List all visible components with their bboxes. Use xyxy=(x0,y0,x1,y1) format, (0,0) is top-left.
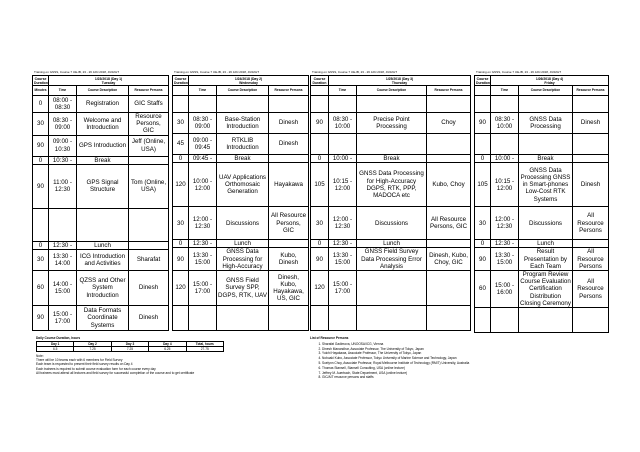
session-time: 10:30 - xyxy=(49,156,77,164)
session-row xyxy=(173,155,309,163)
col-time-header: Time xyxy=(329,86,357,96)
session-time: 09:00 - 10:30 xyxy=(49,135,77,156)
resource-person: 7. Jeffrey M. Auerbach, State Department, USA (online lecture) xyxy=(322,371,590,376)
session-minutes xyxy=(173,96,189,113)
session-row xyxy=(311,240,471,248)
session-minutes: 0 xyxy=(173,155,189,163)
session-row xyxy=(173,271,309,306)
session-minutes xyxy=(475,96,491,113)
session-resource: Dinesh xyxy=(573,163,609,207)
summary-title: Daily Course Duration, hours xyxy=(36,336,81,340)
session-description: Result Presentation by Each Team xyxy=(519,248,573,271)
session-time: 11:00 - 12:30 xyxy=(49,164,77,208)
session-description xyxy=(77,208,129,241)
session-resource: All Resource Persons xyxy=(573,207,609,240)
session-resource xyxy=(269,240,309,248)
session-time xyxy=(329,306,357,331)
session-description: Program Review Course Evaluation Certification Distribution Closing Ceremony xyxy=(520,271,571,307)
session-row xyxy=(311,306,471,331)
session-description: GPS Introduction xyxy=(77,135,129,156)
session-row xyxy=(33,306,169,331)
session-resource: Kubo, Dinesh xyxy=(269,248,309,271)
session-description xyxy=(357,271,427,306)
session-resource: Dinesh xyxy=(573,113,609,134)
session-minutes: 30 xyxy=(311,207,329,240)
notes xyxy=(36,354,296,375)
summary-value: 7.25 xyxy=(111,347,148,352)
session-row xyxy=(475,207,609,240)
session-row xyxy=(33,241,169,249)
note-line: Each team is requested to present their field survey results on Day 4 xyxy=(36,362,133,367)
col-resource-header: Resource Persons xyxy=(427,86,471,96)
resource-person: 5. Suelynn Choy, Associate Professor, Royal Melbourne Institute of Technology (RMIT) University, Australia xyxy=(322,361,590,366)
session-resource xyxy=(573,308,609,333)
session-row xyxy=(311,271,471,306)
summary-value: 6.5 xyxy=(37,347,74,352)
session-minutes: 0 xyxy=(311,240,329,248)
session-resource: Hayakawa xyxy=(269,163,309,207)
session-time xyxy=(329,134,357,155)
session-minutes: 105 xyxy=(311,163,329,207)
notes-title: Note: xyxy=(36,354,44,358)
session-minutes: 0 xyxy=(33,96,49,113)
session-description: Lunch xyxy=(217,240,269,248)
day-schedule xyxy=(474,70,608,333)
session-minutes: 30 xyxy=(475,207,491,240)
session-row xyxy=(33,96,169,113)
note-line: There will be 10 teams each with 6 members for Field Survey xyxy=(36,358,123,363)
session-resource: All Resource Persons, GIC xyxy=(427,207,471,240)
session-row xyxy=(475,134,609,155)
session-minutes: 0 xyxy=(475,155,491,163)
session-resource xyxy=(427,134,471,155)
session-time: 12:30 - xyxy=(189,240,217,248)
session-time: 15:00 - 17:00 xyxy=(189,271,217,306)
daily-duration-summary xyxy=(36,336,224,352)
session-resource: Sharafat xyxy=(129,250,169,271)
session-time: 12:30 - xyxy=(329,240,357,248)
session-row xyxy=(475,155,609,163)
session-row xyxy=(311,155,471,163)
session-description: RTKLIB Introduction xyxy=(217,134,269,155)
summary-header: Day 3 xyxy=(111,342,148,347)
session-minutes xyxy=(173,306,189,331)
session-resource xyxy=(573,155,609,163)
col-description-header: Course Description xyxy=(217,86,269,96)
course-duration-header: Course Duration xyxy=(34,76,48,85)
session-description: GPS Signal Structure xyxy=(77,164,129,208)
day-date: 1/25/2018 (Day 3) xyxy=(385,76,414,81)
session-time xyxy=(491,96,519,113)
session-resource: Kubo, Choy xyxy=(427,163,471,207)
session-resource: Dinesh, Kubo, Choy, GIC xyxy=(427,248,471,271)
session-description xyxy=(519,134,573,155)
session-time: 09:00 - 09:45 xyxy=(189,134,217,155)
day-caption: Training on GNSS, Course 7 UE-IB, 23 - 26 JAN 2018, JGS/IHT xyxy=(312,70,398,74)
session-time: 15:00 - 17:00 xyxy=(329,271,357,306)
session-row xyxy=(33,135,169,156)
resource-person: 8. GIC/AIT resource persons and staffs xyxy=(322,375,590,380)
session-minutes xyxy=(475,308,491,333)
course-duration-header: Course Duration xyxy=(174,76,188,85)
summary-header: Day 4 xyxy=(149,342,186,347)
summary-header: Total, hours xyxy=(186,342,223,347)
resource-person: 1. Sharafat Gadimova, UNOOSA/ICG, Vienna xyxy=(322,342,590,347)
session-description xyxy=(357,134,427,155)
session-time xyxy=(49,208,77,241)
session-resource xyxy=(129,156,169,164)
session-time: 10:00 - 12:00 xyxy=(189,163,217,207)
session-description: GNSS Field Survey SPP, DGPS, RTK, UAV xyxy=(217,271,269,306)
session-row xyxy=(173,240,309,248)
session-row xyxy=(33,271,169,306)
session-row xyxy=(173,163,309,207)
session-row xyxy=(173,207,309,240)
session-time: 10:00 - xyxy=(329,155,357,163)
session-row xyxy=(173,113,309,134)
session-time: 08:30 - 10:00 xyxy=(491,113,519,134)
session-description: Break xyxy=(357,155,427,163)
session-resource: GIC Staffs xyxy=(129,96,169,113)
session-row xyxy=(173,96,309,113)
session-time: 13:30 - 14:00 xyxy=(49,250,77,271)
resource-persons-list xyxy=(310,336,590,380)
session-resource: All Resource Persons xyxy=(573,271,609,308)
session-minutes: 90 xyxy=(33,135,49,156)
session-minutes: 120 xyxy=(173,163,189,207)
session-time: 10:15 - 12:00 xyxy=(491,163,519,207)
session-resource xyxy=(427,271,471,306)
day-name: Thursday xyxy=(391,80,408,85)
session-description: UAV Applications Orthomosaic Generation xyxy=(217,163,269,207)
session-minutes: 0 xyxy=(33,241,49,249)
session-minutes: 90 xyxy=(475,248,491,271)
session-time: 08:30 - 09:00 xyxy=(49,113,77,136)
session-row xyxy=(33,164,169,208)
schedule-table xyxy=(32,75,169,331)
session-time: 10:15 - 12:00 xyxy=(329,163,357,207)
session-minutes: 0 xyxy=(173,240,189,248)
session-description: ICG Introduction and Activities xyxy=(77,250,129,271)
col-description-header: Course Description xyxy=(357,86,427,96)
session-row xyxy=(173,306,309,331)
session-description xyxy=(357,96,427,113)
day-date: 1/23/2018 (Day 1) xyxy=(94,76,123,81)
session-description: Registration xyxy=(77,96,129,113)
session-resource xyxy=(427,306,471,331)
session-time xyxy=(491,134,519,155)
session-description xyxy=(217,306,269,331)
resource-person: 3. Yuichi Hayakawa, Associate Professor, The University of Tokyo, Japan xyxy=(322,351,590,356)
session-description: GNSS Data Processing for High-Accuracy xyxy=(217,248,269,271)
session-row xyxy=(311,134,471,155)
summary-value: 6.25 xyxy=(149,347,186,352)
summary-value: 7.25 xyxy=(74,347,111,352)
session-minutes: 45 xyxy=(173,134,189,155)
session-description: Discussions xyxy=(357,207,427,240)
session-description: Lunch xyxy=(77,241,129,249)
session-resource xyxy=(573,134,609,155)
session-minutes xyxy=(311,96,329,113)
session-minutes: 0 xyxy=(475,240,491,248)
day-date: 1/26/2018 (Day 4) xyxy=(535,76,564,81)
session-minutes: 30 xyxy=(33,250,49,271)
session-minutes: 60 xyxy=(33,271,49,306)
resource-person: 6. Thomas Stansell, Stansell Consulting, USA (online lecture) xyxy=(322,366,590,371)
session-resource: Dinesh xyxy=(129,306,169,331)
resource-person: 2. Dinesh Manandhar, Associate Professor, The University of Tokyo, Japan xyxy=(322,347,590,352)
session-row xyxy=(173,134,309,155)
session-resource: All Resource Persons xyxy=(573,248,609,271)
session-time xyxy=(491,308,519,333)
col-minutes-header xyxy=(311,86,329,96)
col-minutes-header xyxy=(173,86,189,96)
session-minutes: 30 xyxy=(173,113,189,134)
session-minutes: 30 xyxy=(173,207,189,240)
session-resource: Dinesh xyxy=(269,113,309,134)
session-resource xyxy=(269,155,309,163)
col-minutes-header xyxy=(475,86,491,96)
session-description: Break xyxy=(217,155,269,163)
session-time xyxy=(189,96,217,113)
session-resource: Dinesh xyxy=(129,271,169,306)
day-schedule xyxy=(172,70,308,331)
day-name: Friday xyxy=(544,80,555,85)
session-description: GNSS Data Processing GNSS in Smart-phones Low-Cost RTK Systems xyxy=(519,163,573,207)
course-duration-header: Course Duration xyxy=(476,76,490,85)
summary-value: 27.75 xyxy=(186,347,223,352)
session-time: 12:00 - 12:30 xyxy=(491,207,519,240)
session-row xyxy=(475,271,609,308)
session-minutes: 90 xyxy=(33,164,49,208)
schedule-table xyxy=(172,75,309,331)
session-resource xyxy=(129,208,169,241)
session-row xyxy=(173,248,309,271)
day-header xyxy=(491,76,609,86)
session-minutes: 120 xyxy=(173,271,189,306)
col-minutes-header: Minutes xyxy=(33,86,49,96)
session-minutes: 90 xyxy=(311,113,329,134)
session-time: 15:00 - 16:00 xyxy=(491,271,519,308)
session-row xyxy=(33,250,169,271)
session-description: GNSS Data Processing xyxy=(519,113,573,134)
session-time: 15:00 - 17:00 xyxy=(49,306,77,331)
session-time: 08:30 - 09:00 xyxy=(189,113,217,134)
session-minutes: 0 xyxy=(33,156,49,164)
session-resource: Choy xyxy=(427,113,471,134)
col-time-header: Time xyxy=(491,86,519,96)
col-resource-header: Resource Persons xyxy=(269,86,309,96)
day-header xyxy=(329,76,471,86)
session-time xyxy=(329,96,357,113)
day-caption: Training on GNSS, Course 7 UE-IB, 23 - 26 JAN 2018, JGS/IHT xyxy=(174,70,260,74)
session-row xyxy=(33,208,169,241)
session-description: QZSS and Other System Introduction xyxy=(77,271,129,306)
session-minutes: 90 xyxy=(475,113,491,134)
session-row xyxy=(311,163,471,207)
session-resource: Dinesh xyxy=(269,134,309,155)
session-time: 12:00 - 12:30 xyxy=(189,207,217,240)
session-minutes: 30 xyxy=(33,113,49,136)
session-description: Data Formats Coordinate Systems xyxy=(77,306,129,331)
day-name: Wednesday xyxy=(239,80,258,85)
session-time: 14:00 - 15:00 xyxy=(49,271,77,306)
resource-person: 4. Nobuaki Kubo, Associate Professor, Tokyo University of Marine Science and Technology, Japan xyxy=(322,356,590,361)
session-minutes: 90 xyxy=(33,306,49,331)
session-minutes xyxy=(311,134,329,155)
col-resource-header: Resource Persons xyxy=(573,86,609,96)
session-row xyxy=(311,248,471,271)
session-description: GNSS Data Processing for High-Accuracy DGPS, RTK, PPP, MADOCA etc xyxy=(357,163,427,207)
col-description-header: Course Description xyxy=(77,86,129,96)
session-resource: Tom (Online, USA) xyxy=(129,164,169,208)
session-description: Lunch xyxy=(519,240,573,248)
day-header xyxy=(49,76,169,86)
session-minutes: 120 xyxy=(311,271,329,306)
session-row xyxy=(475,96,609,113)
col-resource-header: Resource Persons xyxy=(129,86,169,96)
session-resource xyxy=(427,96,471,113)
session-time: 13:30 - 15:00 xyxy=(189,248,217,271)
session-resource: Dinesh, Kubo, Hayakawa, US, GIC xyxy=(269,271,309,306)
session-description: Lunch xyxy=(357,240,427,248)
session-row xyxy=(475,163,609,207)
session-minutes: 90 xyxy=(173,248,189,271)
session-resource: All Resource Persons, GIC xyxy=(269,207,309,240)
session-time: 08:30 - 10:00 xyxy=(329,113,357,134)
col-description-header: Course Description xyxy=(519,86,573,96)
session-resource xyxy=(269,96,309,113)
session-row xyxy=(33,156,169,164)
session-description: Discussions xyxy=(519,207,573,240)
session-minutes xyxy=(475,134,491,155)
session-resource: Jeff (Online, USA) xyxy=(129,135,169,156)
session-minutes: 60 xyxy=(475,271,491,308)
session-time xyxy=(189,306,217,331)
session-description: Welcome and Introduction xyxy=(77,113,129,136)
session-time: 12:00 - 12:30 xyxy=(329,207,357,240)
day-name: Tuesday xyxy=(101,80,116,85)
col-time-header: Time xyxy=(189,86,217,96)
session-time: 08:00 - 08:30 xyxy=(49,96,77,113)
summary-table xyxy=(36,341,224,352)
session-description xyxy=(519,308,573,333)
session-time: 12:30 - xyxy=(491,240,519,248)
schedule-table xyxy=(310,75,471,331)
schedule-table xyxy=(474,75,609,333)
resources-title: List of Resource Persons xyxy=(310,336,349,340)
session-description xyxy=(519,96,573,113)
session-description: Break xyxy=(77,156,129,164)
session-description xyxy=(217,96,269,113)
col-time-header: Time xyxy=(49,86,77,96)
session-description: Base-Station Introduction xyxy=(217,113,269,134)
session-row xyxy=(311,96,471,113)
session-resource xyxy=(269,306,309,331)
session-description: Precise Point Processing xyxy=(357,113,427,134)
day-header xyxy=(189,76,309,86)
note-line: All trainees must attend all lectures and field survey for successful completion of the course and to get certificate xyxy=(36,370,195,375)
session-row xyxy=(475,113,609,134)
session-time: 13:30 - 15:00 xyxy=(329,248,357,271)
session-resource xyxy=(573,96,609,113)
summary-header: Day 2 xyxy=(74,342,111,347)
session-resource xyxy=(129,241,169,249)
session-row xyxy=(311,207,471,240)
session-time: 10:00 - xyxy=(491,155,519,163)
session-minutes: 90 xyxy=(311,248,329,271)
day-caption: Training on GNSS, Course 7 UE-IB, 23 - 26 JAN 2018, JGS/IHT xyxy=(34,70,120,74)
course-duration-header: Course Duration xyxy=(311,76,329,86)
session-minutes xyxy=(33,208,49,241)
session-description xyxy=(357,306,427,331)
day-schedule xyxy=(310,70,470,331)
session-row xyxy=(475,240,609,248)
session-minutes: 0 xyxy=(311,155,329,163)
session-description: GNSS Field Survey Data Processing Error Analysis xyxy=(357,248,427,271)
day-date: 1/24/2018 (Day 2) xyxy=(234,76,263,81)
session-resource xyxy=(573,240,609,248)
session-row xyxy=(475,248,609,271)
note-line: Each trainees is required to submit course evaluation form for each course every day xyxy=(36,366,156,371)
day-schedule xyxy=(32,70,168,331)
session-description: Discussions xyxy=(217,207,269,240)
session-resource xyxy=(427,240,471,248)
session-resource xyxy=(427,155,471,163)
session-time: 13:30 - 15:00 xyxy=(491,248,519,271)
session-time: 12:30 - xyxy=(49,241,77,249)
summary-header: Day 1 xyxy=(37,342,74,347)
day-caption: Training on GNSS, Course 7 UE-IB, 23 - 26 JAN 2018, JGS/IHT xyxy=(476,70,562,74)
session-resource: Resource Persons, GIC xyxy=(129,113,169,136)
session-description: Break xyxy=(519,155,573,163)
session-row xyxy=(33,113,169,136)
session-row xyxy=(311,113,471,134)
session-row xyxy=(475,308,609,333)
session-minutes: 105 xyxy=(475,163,491,207)
session-minutes xyxy=(311,306,329,331)
session-time: 09:45 - xyxy=(189,155,217,163)
